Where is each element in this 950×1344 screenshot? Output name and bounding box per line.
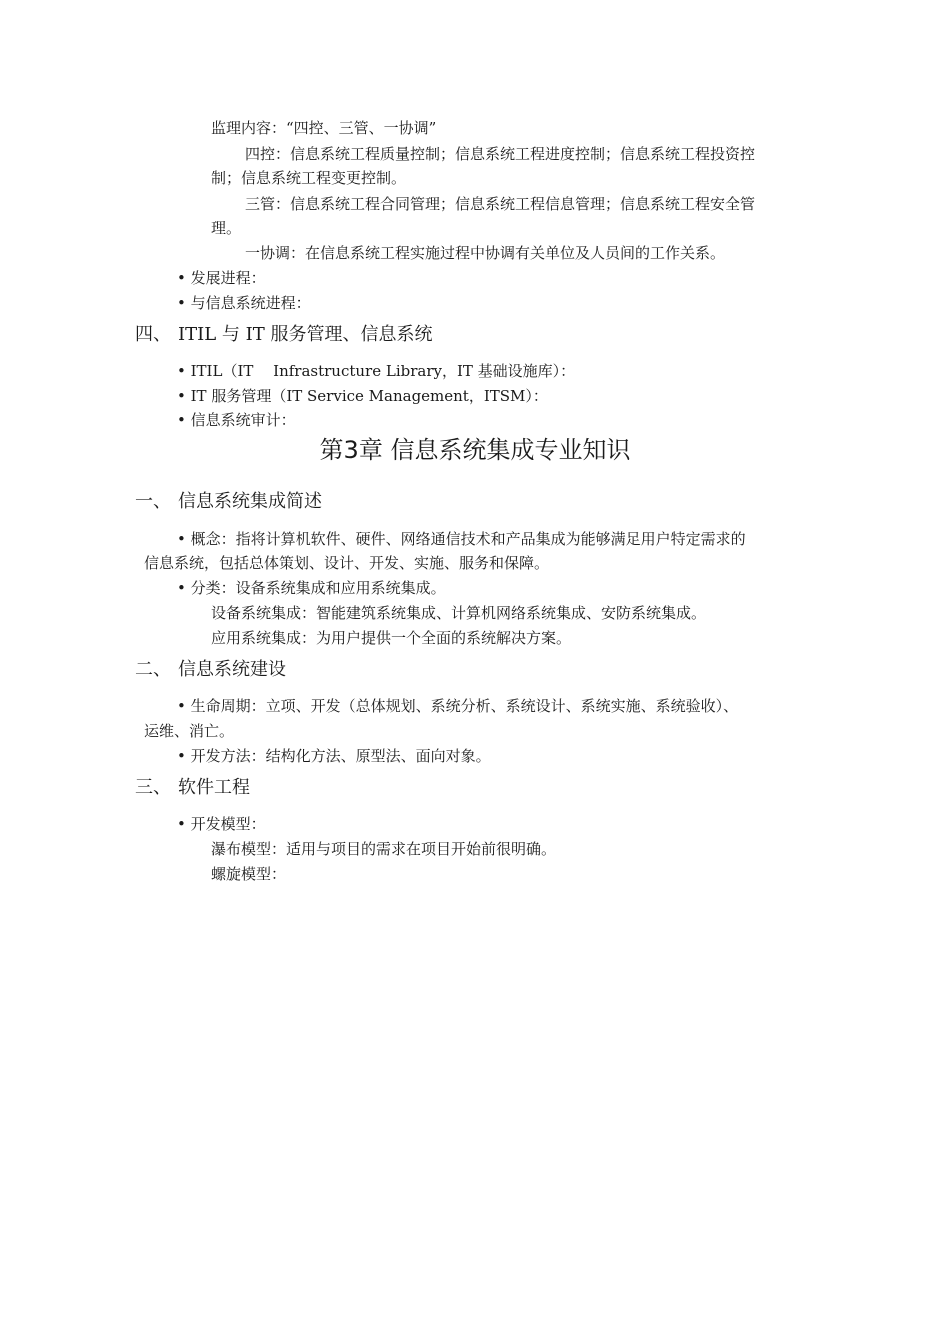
four-controls-line-1: 四控：信息系统工程质量控制；信息系统工程进度控制；信息系统工程投资控 <box>245 145 756 163</box>
one-coordination-line: 一协调：在信息系统工程实施过程中协调有关单位及人员间的工作关系。 <box>245 244 726 262</box>
bullet-development-progress: • 发展进程： <box>177 268 266 288</box>
lifecycle-line-2: 运维、消亡。 <box>144 722 235 740</box>
section-number: 一、 <box>135 491 171 512</box>
three-manage-line-1: 三管：信息系统工程合同管理；信息系统工程信息管理；信息系统工程安全管 <box>245 195 756 213</box>
section-3-heading <box>135 776 250 800</box>
bullet-is-audit: • 信息系统审计： <box>177 410 296 430</box>
section-title: 信息系统集成简述 <box>178 491 322 512</box>
section-title: 软件工程 <box>178 777 250 798</box>
bullet-category: • 分类：设备系统集成和应用系统集成。 <box>177 578 446 598</box>
four-controls-line-2: 制；信息系统工程变更控制。 <box>211 169 407 187</box>
bullet-itil: • ITIL（IT Infrastructure Library，IT 基础设施库）： <box>177 361 575 381</box>
bullet-lifecycle-line-1: • 生命周期：立项、开发（总体规划、系统分析、系统设计、系统实施、系统验收）、 <box>177 696 738 716</box>
bullet-relation-progress: • 与信息系统进程： <box>177 293 311 313</box>
section-number: 二、 <box>135 659 171 680</box>
three-manage-line-2: 理。 <box>211 219 242 237</box>
bullet-dev-methods: • 开发方法：结构化方法、原型法、面向对象。 <box>177 746 491 766</box>
section-title: ITIL 与 IT 服务管理、信息系统 <box>178 324 433 345</box>
section-2-heading <box>135 658 286 682</box>
spiral-model-line: 螺旋模型： <box>211 865 287 883</box>
section-number: 三、 <box>135 777 171 798</box>
section-4-heading <box>135 323 432 347</box>
device-integration-line: 设备系统集成：智能建筑系统集成、计算机网络系统集成、安防系统集成。 <box>211 604 707 622</box>
concept-line-2: 信息系统，包括总体策划、设计、开发、实施、服务和保障。 <box>144 554 550 572</box>
bullet-concept-line-1: • 概念：指将计算机软件、硬件、网络通信技术和产品集成为能够满足用户特定需求的 <box>177 529 746 549</box>
bullet-itsm: • IT 服务管理（IT Service Management，ITSM）： <box>177 386 548 406</box>
section-title: 信息系统建设 <box>178 659 286 680</box>
section-1-heading <box>135 490 322 514</box>
application-integration-line: 应用系统集成：为用户提供一个全面的系统解决方案。 <box>211 629 572 647</box>
chapter-title: 第3章 信息系统集成专业知识 <box>319 436 631 464</box>
section-number: 四、 <box>135 324 171 345</box>
supervision-content-line: 监理内容：“四控、三管、一协调” <box>211 119 437 137</box>
bullet-dev-model: • 开发模型： <box>177 814 266 834</box>
waterfall-model-line: 瀑布模型：适用与项目的需求在项目开始前很明确。 <box>211 840 557 858</box>
